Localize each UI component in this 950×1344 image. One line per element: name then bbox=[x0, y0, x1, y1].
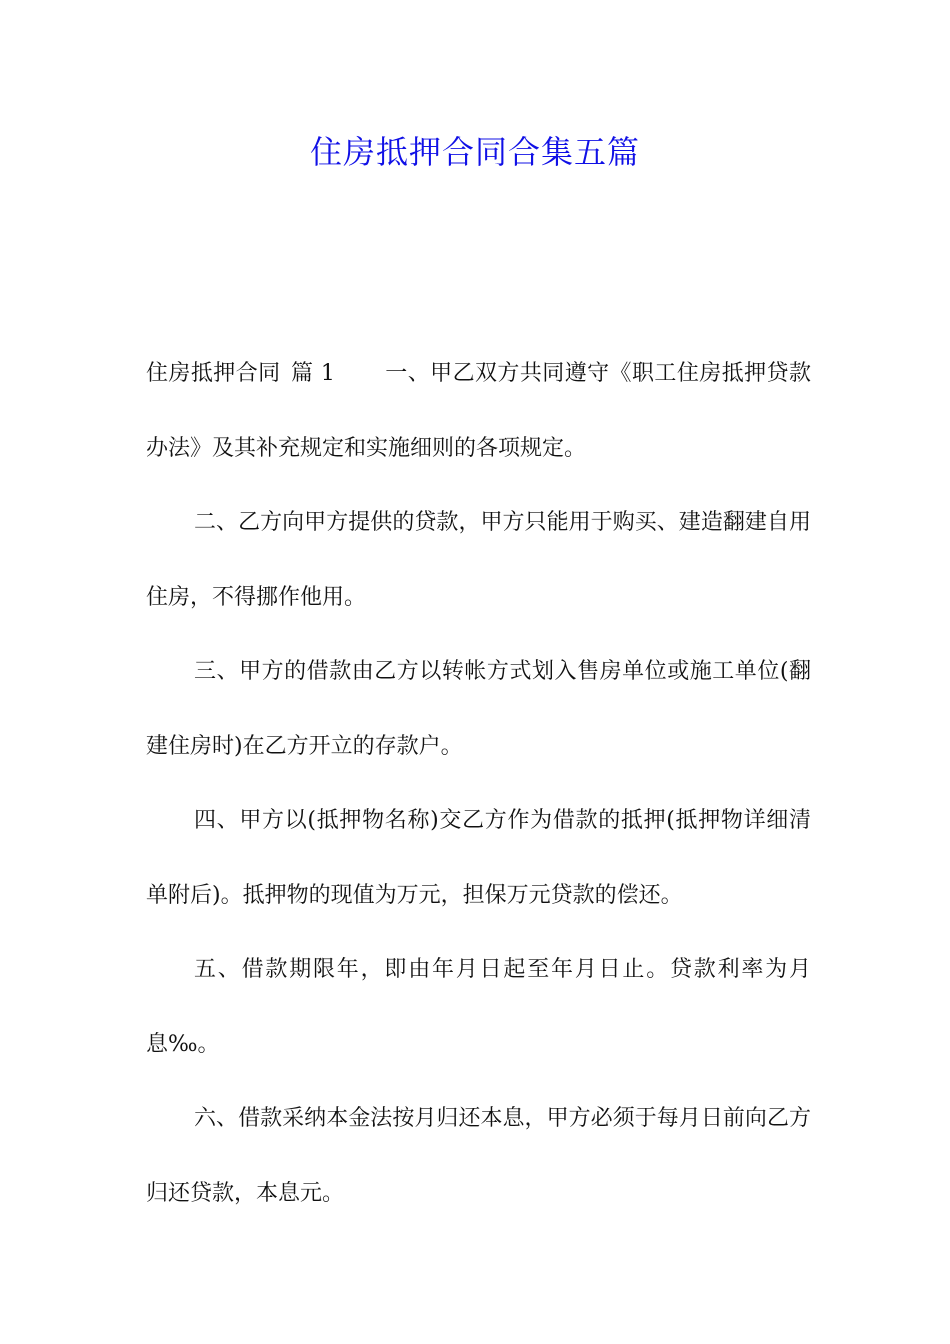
document-body bbox=[146, 337, 811, 1231]
section-label: 篇 1 bbox=[290, 361, 335, 386]
paragraph-1 bbox=[146, 337, 811, 486]
paragraph-4: 四、甲方以(抵押物名称)交乙方作为借款的抵押(抵押物详细清单附后)。抵押物的现值为万元，担保万元贷款的偿还。 bbox=[146, 808, 811, 908]
document-title: 住房抵押合同合集五篇 bbox=[309, 133, 640, 171]
paragraph-2: 二、乙方向甲方提供的贷款，甲方只能用于购买、建造翻建自用住房，不得挪作他用。 bbox=[146, 510, 811, 610]
paragraph-6: 六、借款采纳本金法按月归还本息，甲方必须于每月日前向乙方归还贷款，本息元。 bbox=[146, 1106, 811, 1206]
paragraph-1-text: 一、甲乙双方共同遵守《职工住房抵押贷款办法》及其补充规定和实施细则的各项规定。 bbox=[146, 361, 811, 461]
paragraph-3: 三、甲方的借款由乙方以转帐方式划入售房单位或施工单位(翻建住房时)在乙方开立的存款户。 bbox=[146, 659, 811, 759]
contract-heading: 住房抵押合同 bbox=[146, 361, 281, 386]
paragraph-5: 五、借款期限年，即由年月日起至年月日止。贷款利率为月息‰。 bbox=[146, 957, 811, 1057]
